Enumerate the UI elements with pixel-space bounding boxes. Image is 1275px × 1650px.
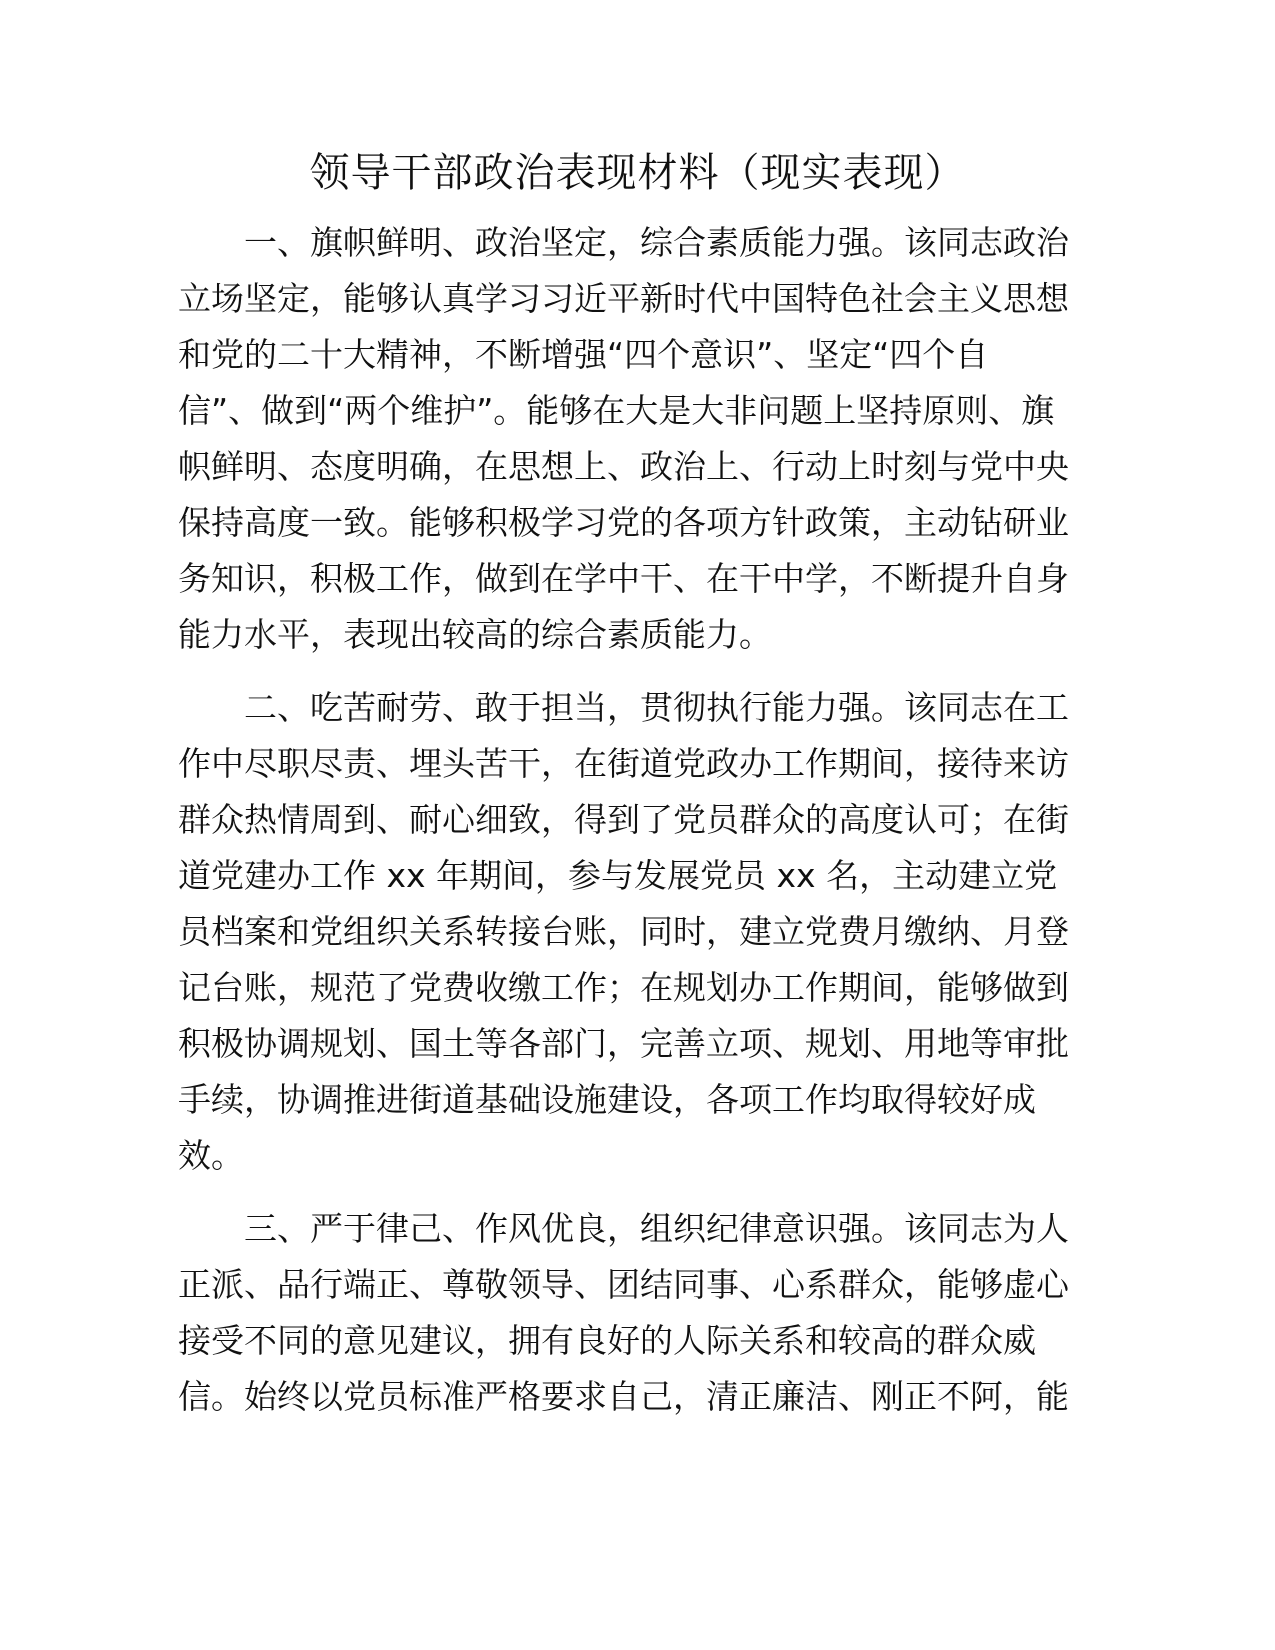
- paragraph-line: 作中尽职尽责、埋头苦干，在街道党政办工作期间，接待来访: [178, 744, 1069, 783]
- paragraph-line: 道党建办工作 xx 年期间，参与发展党员 xx 名，主动建立党: [178, 856, 1058, 895]
- paragraph-line: 信。始终以党员标准严格要求自己，清正廉洁、刚正不阿，能: [178, 1377, 1069, 1416]
- paragraph-line: 帜鲜明、态度明确，在思想上、政治上、行动上时刻与党中央: [178, 447, 1069, 486]
- paragraph-line: 效。: [178, 1136, 244, 1175]
- paragraph-line: 保持高度一致。能够积极学习党的各项方针政策，主动钻研业: [178, 503, 1069, 542]
- paragraph-discipline: [178, 1201, 1069, 1425]
- paragraph-line: 和党的二十大精神，不断增强“四个意识”、坚定“四个自: [178, 335, 989, 374]
- paragraph-line: 员档案和党组织关系转接台账，同时，建立党费月缴纳、月登: [178, 912, 1069, 951]
- paragraph-line: 正派、品行端正、尊敬领导、团结同事、心系群众，能够虚心: [178, 1265, 1069, 1304]
- document-body: [178, 215, 1069, 1442]
- paragraph-line: 信”、做到“两个维护”。能够在大是大非问题上坚持原则、旗: [178, 391, 1055, 430]
- paragraph-line: 立场坚定，能够认真学习习近平新时代中国特色社会主义思想: [178, 279, 1069, 318]
- paragraph-line: 群众热情周到、耐心细致，得到了党员群众的高度认可；在街: [178, 800, 1069, 839]
- paragraph-line: 接受不同的意见建议，拥有良好的人际关系和较高的群众威: [178, 1321, 1036, 1360]
- paragraph-line: 积极协调规划、国土等各部门，完善立项、规划、用地等审批: [178, 1024, 1069, 1063]
- paragraph-line: 能力水平，表现出较高的综合素质能力。: [178, 615, 772, 654]
- paragraph-line: 记台账，规范了党费收缴工作；在规划办工作期间，能够做到: [178, 968, 1069, 1007]
- paragraph-diligence: [178, 680, 1069, 1184]
- paragraph-line: 一、旗帜鲜明、政治坚定，综合素质能力强。该同志政治: [244, 223, 1069, 262]
- paragraph-political-stance: [178, 215, 1069, 663]
- paragraph-line: 三、严于律己、作风优良，组织纪律意识强。该同志为人: [244, 1209, 1069, 1248]
- document-title: 领导干部政治表现材料（现实表现）: [309, 150, 966, 196]
- paragraph-line: 务知识，积极工作，做到在学中干、在干中学，不断提升自身: [178, 559, 1069, 598]
- paragraph-line: 二、吃苦耐劳、敢于担当，贯彻执行能力强。该同志在工: [244, 688, 1069, 727]
- paragraph-line: 手续，协调推进街道基础设施建设，各项工作均取得较好成: [178, 1080, 1036, 1119]
